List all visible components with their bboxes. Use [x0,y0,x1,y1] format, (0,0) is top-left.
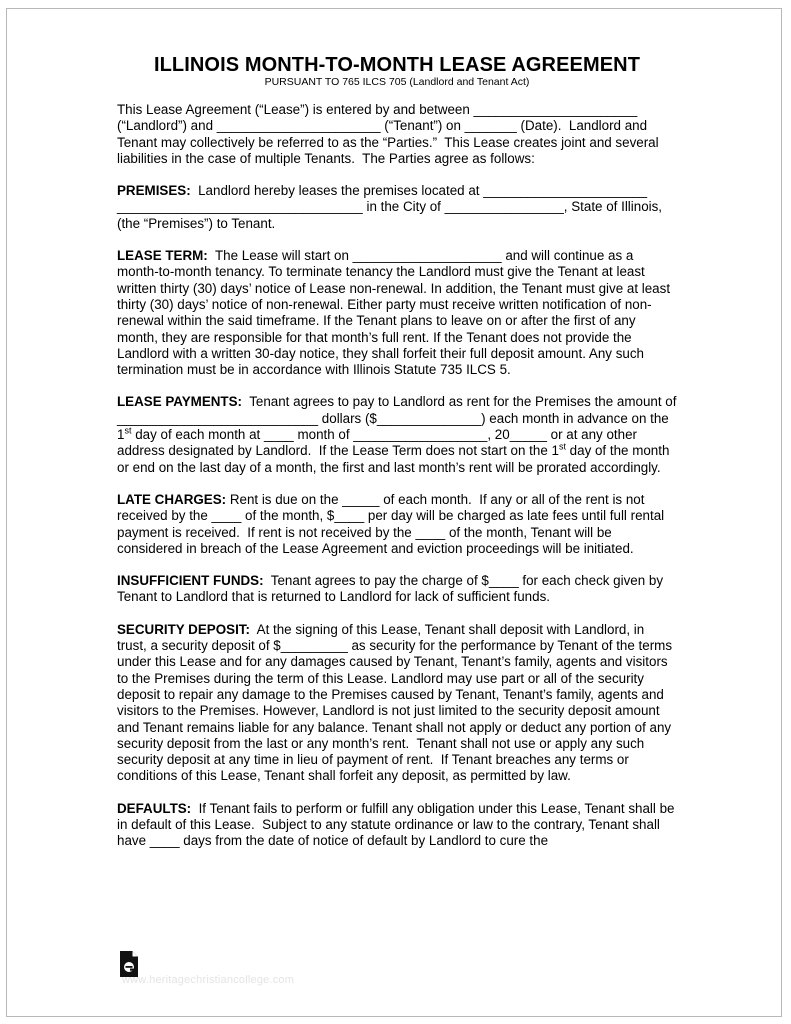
ordinal-superscript: st [124,425,132,436]
watermark-text: www.heritagechristiancollege.com [122,974,295,986]
intro-paragraph: This Lease Agreement (“Lease”) is entered by and between ______________________ (“Landlord”) and ______________________ (“Tenant”) on _______ (Date). Landlord and Tenant may collectively be referred to as the “Parties.” This Lease creates joint and several liabilities in the case of multiple Tenants. The Parties agree as follows: [117,102,663,166]
section-heading: DEFAULTS: [117,800,192,816]
section-body: At the signing of this Lease, Tenant shall deposit with Landlord, in trust, a security deposit of $_________ as security for the performance by Tenant of the terms under this Lease and for any damages caused by Tenant, Tenant’s family, agents and visitors to the Premises during the term of this Lease. Landlord may use part or all of the security deposit to repair any damage to the Premises caused by Tenant, Tenant’s family, agents and visitors to the Premises. However, Landlord is not just limited to the security deposit amount and Tenant remains liable for any balance. Tenant shall not apply or deduct any portion of any security deposit from the last or any month’s rent. Tenant shall not use or apply any such security deposit at any time in lieu of payment of rent. If Tenant breaches any terms or conditions of this Lease, Tenant shall forfeit any deposit, as permitted by law. [117,621,676,784]
ordinal-superscript: st [558,441,566,452]
section-defaults [117,801,677,850]
section-body-part: day of each month at ____ month of __________________, 20_____ or at any other address designated by Landlord. If the Lease Term does not start on the 1 [117,427,641,459]
section-lease-payments [117,394,681,475]
section-body: If Tenant fails to perform or fulfill any obligation under this Lease, Tenant shall be in default of this Lease. Subject to any statute ordinance or law to the contrary, Tenant shall have ____ days from the date of notice of default by Landlord to cure the [117,800,679,849]
section-heading: LEASE TERM: [117,248,208,264]
section-insufficient-funds [117,573,677,606]
section-body-part: Tenant agrees to pay to Landlord as rent for the Premises the amount of ___________________________ dollars ($______________) each month in advance on the 1 [117,394,681,443]
section-security-deposit [117,622,677,785]
section-body: Tenant agrees to pay the charge of $____ for each check given by Tenant to Landlord that is returned to Landlord for lack of sufficient funds. [117,573,667,605]
section-heading: SECURITY DEPOSIT: [117,621,250,637]
section-lease-term [117,248,677,378]
section-heading: PREMISES: [117,183,191,199]
section-heading: INSUFFICIENT FUNDS: [117,573,264,589]
section-heading: LATE CHARGES: [117,491,227,507]
section-heading: LEASE PAYMENTS: [117,394,242,410]
section-body: Rent is due on the _____ of each month. If any or all of the rent is not received by the ____ of the month, $____ per day will be charged as late fees until full rental payment is received. If rent is not received by the ____ of the month, Tenant will be considered in breach of the Lease Agreement and eviction proceedings will be initiated. [117,491,668,556]
document-subtitle: PURSUANT TO 765 ILCS 705 (Landlord and Tenant Act) [264,76,530,88]
section-body: Landlord hereby leases the premises located at ______________________ _________________________________ in the City of ________________, State of Illinois, (the “Premises”) to Tenant. [117,183,666,231]
section-late-charges [117,492,677,557]
document-title: ILLINOIS MONTH-TO-MONTH LEASE AGREEMENT [153,54,641,76]
section-body-part: day of the month or end on the last day of a month, the first and last month’s rent will be prorated accordingly. [117,443,674,475]
section-premises [117,183,677,232]
section-body: The Lease will start on ____________________ and will continue as a month-to-month tenancy. To terminate tenancy the Landlord must give the Tenant at least written thirty (30) days’ notice of Lease non-renewal. In addition, the Tenant must give at least thirty (30) days’ notice of non-renewal. Either party must receive written notification of non-renewal within the said timeframe. If the Tenant plans to leave on or after the first of any month, they are responsible for that month’s full rent. If the Tenant does not provide the Landlord with a written 30-day notice, they shall forfeit their full deposit amount. Any such termination must be in accordance with Illinois Statute 735 ILCS 5. [117,248,674,378]
lease-document [117,54,681,866]
